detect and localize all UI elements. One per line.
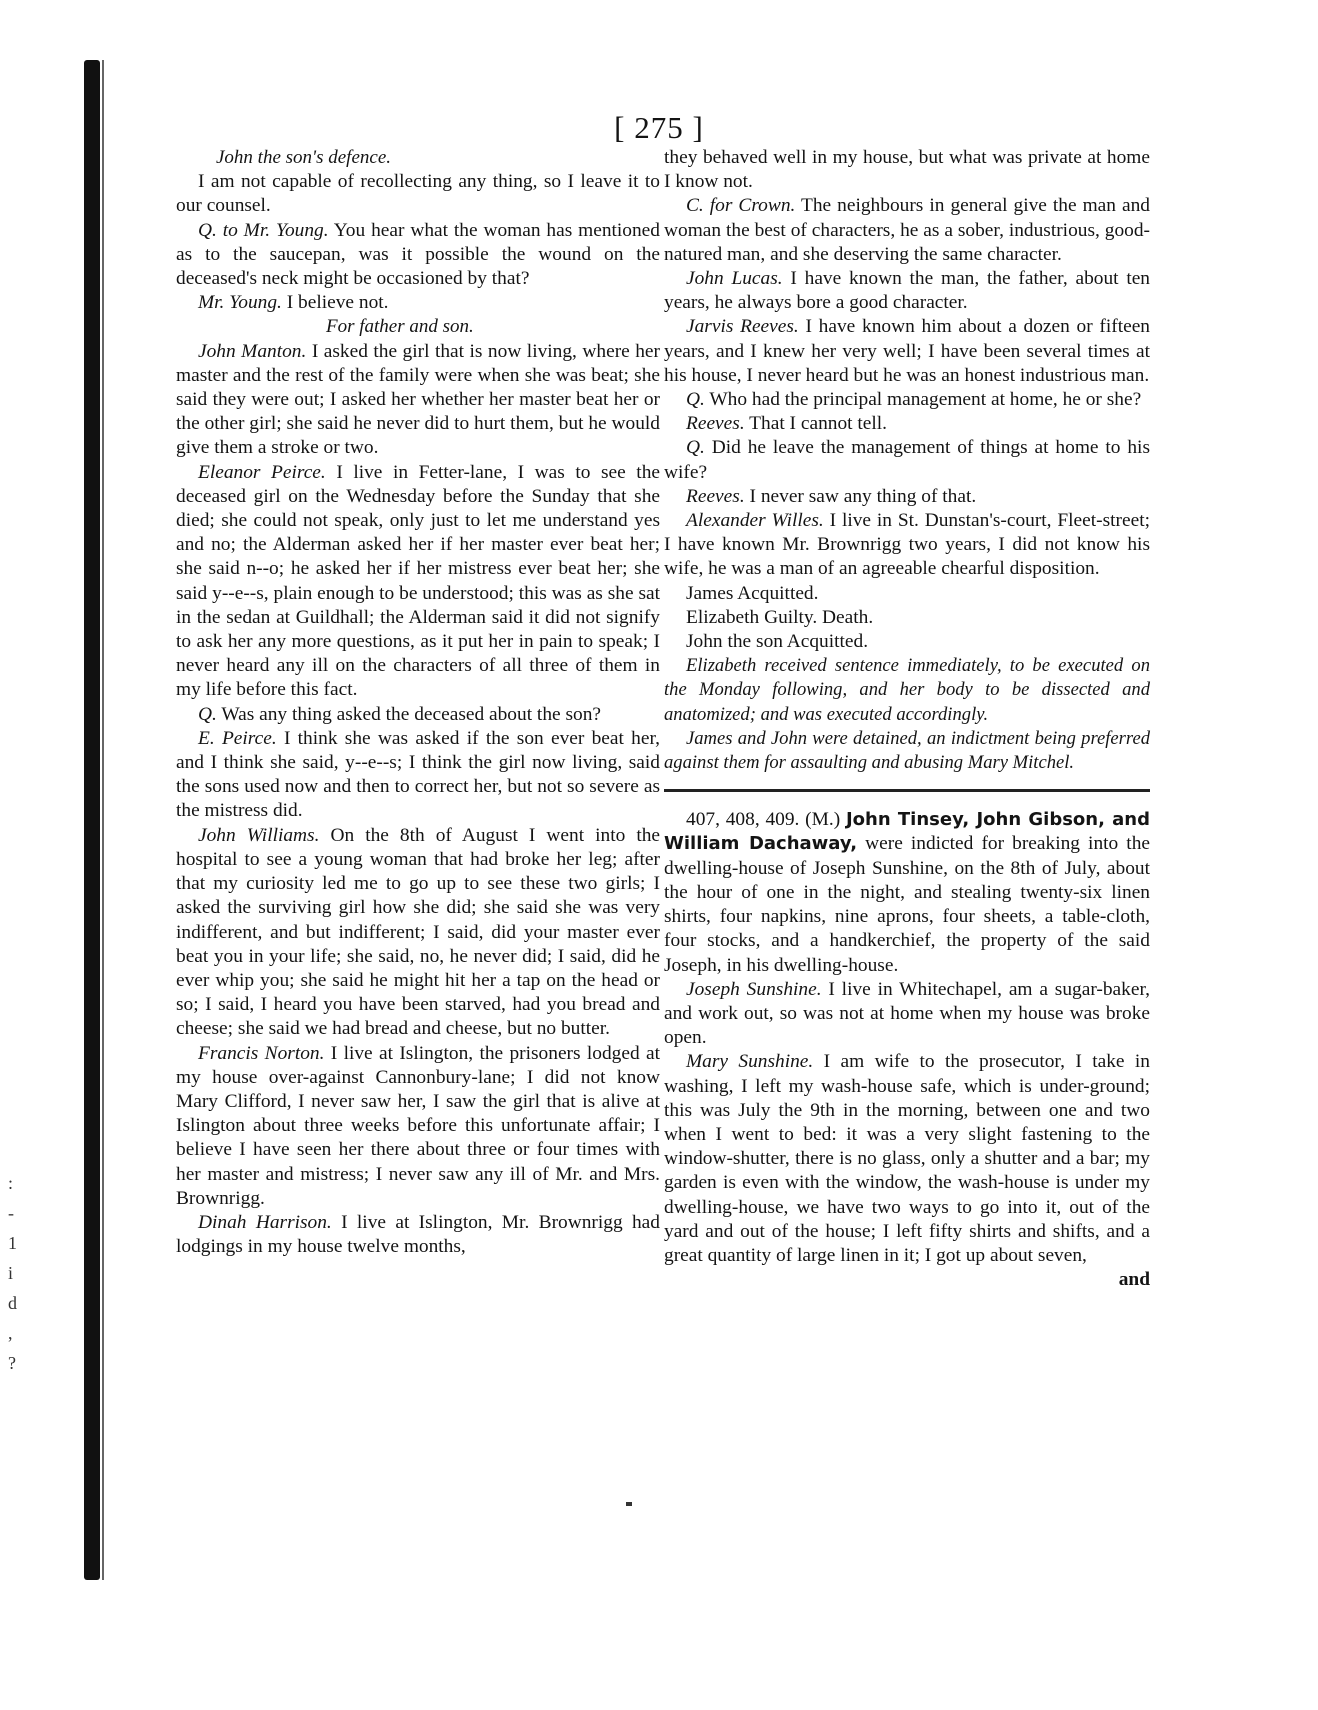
testimony-text: I live in Whitechapel, am a sugar-baker, and work out, so was not at home when my house was broke open. (664, 978, 1150, 1049)
binding-shadow (102, 60, 104, 1580)
testimony-paragraph (664, 1050, 1150, 1268)
sentence-note: James and John were detained, an indictment being preferred against them for assaulting and abusing Mary Mitchel. (664, 727, 1150, 774)
speaker-name: Reeves. (686, 413, 745, 435)
speaker-name: Reeves. (686, 485, 745, 507)
testimony-text: The neighbours in general give the man and woman the best of characters, he as a sober, industrious, good-natured man, and she deserving the same character. (664, 195, 1150, 265)
speaker-name: Eleanor Peirce. (198, 461, 326, 483)
testimony-text: I have known the man, the father, about ten years, he always bore a good character. (664, 268, 1151, 314)
section-divider (664, 789, 1150, 792)
case-number: 407, 408, 409. (M.) (686, 809, 846, 831)
testimony-paragraph (664, 267, 1150, 315)
section-subheading: For father and son. (326, 316, 474, 338)
testimony-text: I asked the girl that is now living, where her master and the rest of the family were when she was beat; she said they were out; I asked her whether her master beat her or the other girl; she said he never did to hurt them, but he would give them a stroke or two. (176, 340, 660, 459)
page-number: [ 275 ] (614, 110, 704, 145)
testimony-paragraph (176, 1211, 660, 1259)
testimony-paragraph (176, 461, 660, 703)
testimony-paragraph (176, 170, 660, 218)
speaker-name: Dinah Harrison. (198, 1211, 332, 1233)
testimony-text: Was any thing asked the deceased about the son? (216, 703, 602, 725)
speaker-name: Q. (686, 437, 705, 459)
testimony-text: I have known him about a dozen or fifteen years, and I knew her very well; I have been several times at his house, I never heard but he was an honest industrious man. (664, 316, 1151, 386)
verdict-line: Elizabeth Guilty. Death. (686, 606, 874, 628)
left-column (176, 146, 660, 1259)
right-column (664, 146, 1150, 1292)
testimony-text: I live in St. Dunstan's-court, Fleet-street; I have known Mr. Brownrigg two years, I did not know his wife, he was a man of an agreeable chearful disposition. (664, 510, 1150, 580)
testimony-text: On the 8th of August I went into the hospital to see a young woman that had broke her leg; after that my curiosity led me to go up to see these two girls; I asked the surviving girl how she did; she said she was very indifferent, and but indifferent; I said, did your master ever beat you in your life; she said, no, he never did; I said, did he ever whip you; she said he might hit her a tap on the head or so; I said, I heard you have been starved, had you bread and cheese; she said we had bread and cheese, but no butter. (176, 824, 661, 1040)
speaker-name: Mr. Young. (198, 292, 282, 314)
testimony-paragraph (664, 388, 1150, 412)
testimony-text: That I cannot tell. (744, 413, 888, 435)
testimony-text: I live at Islington, the prisoners lodged at my house over-against Cannonbury-lane; I did not know Mary Clifford, I never saw her, I saw the girl that is alive at Islington about three weeks before this unfortunate affair; I believe I have seen her there about three or four times with her master and mistress; I never saw any ill of Mr. and Mrs. Brownrigg. (176, 1042, 660, 1209)
testimony-text: Who had the principal management at home, he or she? (704, 389, 1142, 411)
testimony-text: I believe not. (281, 292, 389, 314)
testimony-paragraph (664, 194, 1150, 267)
testimony-text: I never saw any thing of that. (744, 485, 977, 507)
testimony-paragraph (176, 219, 660, 292)
testimony-paragraph (176, 727, 660, 824)
testimony-paragraph (176, 703, 660, 727)
speaker-name: John Lucas. (686, 268, 783, 290)
speaker-name: Mary Sunshine. (686, 1051, 814, 1073)
case-text: were indicted for breaking into the dwelling-house of Joseph Sunshine, on the 8th of July, about the hour of one in the night, and stealing twenty-six linen shirts, four napkins, nine aprons, four sheets, a table-cloth, four stocks, and a handkerchief, the property of the said Joseph, in his dwelling-house. (664, 833, 1150, 976)
section-heading: John the son's defence. (216, 147, 392, 168)
speaker-name: Joseph Sunshine. (686, 978, 822, 1000)
testimony-text: I live at Islington, Mr. Brownrigg had lodgings in my house twelve months, (176, 1211, 660, 1258)
testimony-paragraph (176, 291, 660, 315)
testimony-paragraph (176, 340, 660, 461)
margin-mark: ? (8, 1353, 16, 1373)
margin-marks (8, 1170, 28, 1380)
margin-mark: 1 (8, 1233, 17, 1253)
speaker-name: John Manton. (198, 340, 307, 362)
testimony-text: I think she was asked if the son ever beat her, and I think she said, y--e--s; I think the girl now living, said the sons used now and then to correct her, but not so severe as the mistress did. (176, 727, 660, 822)
verdict-line: John the son Acquitted. (686, 631, 869, 653)
testimony-paragraph (664, 412, 1150, 436)
speaker-name: John Williams. (198, 824, 320, 846)
speaker-name: Alexander Willes. (686, 510, 824, 532)
testimony-paragraph (664, 436, 1150, 484)
margin-mark: , (8, 1323, 13, 1343)
margin-mark: d (8, 1293, 17, 1313)
speaker-name: C. for Crown. (686, 195, 796, 217)
sentence-note: Elizabeth received sentence immediately, to be executed on the Monday following, and her body to be dissected and anatomized; and was executed accordingly. (664, 655, 1150, 725)
case-entry (664, 808, 1150, 977)
testimony-paragraph (664, 978, 1150, 1051)
speaker-name: Jarvis Reeves. (686, 316, 799, 338)
testimony-text: I am wife to the prosecutor, I take in washing, I left my wash-house safe, which is under-ground; this was July the 9th in the morning, between one and two when I went to bed: it was a very slight fastening to the window-shutter, there is no glass, only a shutter and a bar; my garden is even with the window, the wash-house is under my dwelling-house, we have two ways to go into it, out of the yard and out of the house; I left fifty shirts and shifts, and a great quantity of large linen in it; I got up about seven, (664, 1051, 1150, 1266)
testimony-paragraph (664, 315, 1150, 388)
speaker-name: Q. (198, 703, 217, 725)
speaker-name: Q. to Mr. Young. (198, 219, 329, 241)
testimony-text: I live in Fetter-lane, I was to see the deceased girl on the Wednesday before the Sunday that she died; she could not speak, only just to let me understand yes and no; the Alderman asked her if her master ever beat her; she said n--o; he asked her if her mistress ever beat her; she said y--e--s, plain enough to be understood; this was as she sat in the sedan at Guildhall; the Alderman said it did not signify to ask her any more questions, as it put her in pain to speak; I never heard any ill on the characters of all three of them in my life before this fact. (176, 461, 660, 701)
testimony-text: Did he leave the management of things at home to his wife? (664, 437, 1150, 483)
speaker-name: Francis Norton. (198, 1042, 325, 1064)
verdict-line: James Acquitted. (686, 582, 819, 604)
testimony-paragraph (664, 509, 1150, 582)
testimony-text: I am not capable of recollecting any thing, so I leave it to our counsel. (176, 171, 660, 217)
margin-mark: - (8, 1203, 14, 1223)
testimony-paragraph (664, 146, 1150, 194)
speaker-name: Q. (686, 389, 705, 411)
printer-mark (626, 1502, 632, 1506)
testimony-paragraph (664, 485, 1150, 509)
testimony-text: You hear what the woman has mentioned as to the saucepan, was it possible the wound on the deceased's neck might be occasioned by that? (176, 219, 660, 290)
testimony-paragraph (176, 1042, 660, 1211)
testimony-text: they behaved well in my house, but what was private at home I know not. (664, 147, 1150, 193)
margin-mark: i (8, 1263, 14, 1283)
book-binding-edge (84, 60, 100, 1580)
speaker-name: E. Peirce. (198, 727, 277, 749)
margin-mark: : (8, 1173, 14, 1193)
catchword: and (1118, 1269, 1150, 1291)
testimony-paragraph (176, 824, 660, 1042)
defendant-names: John Tinsey, John Gibson, and William Dachaway, (664, 809, 1150, 855)
